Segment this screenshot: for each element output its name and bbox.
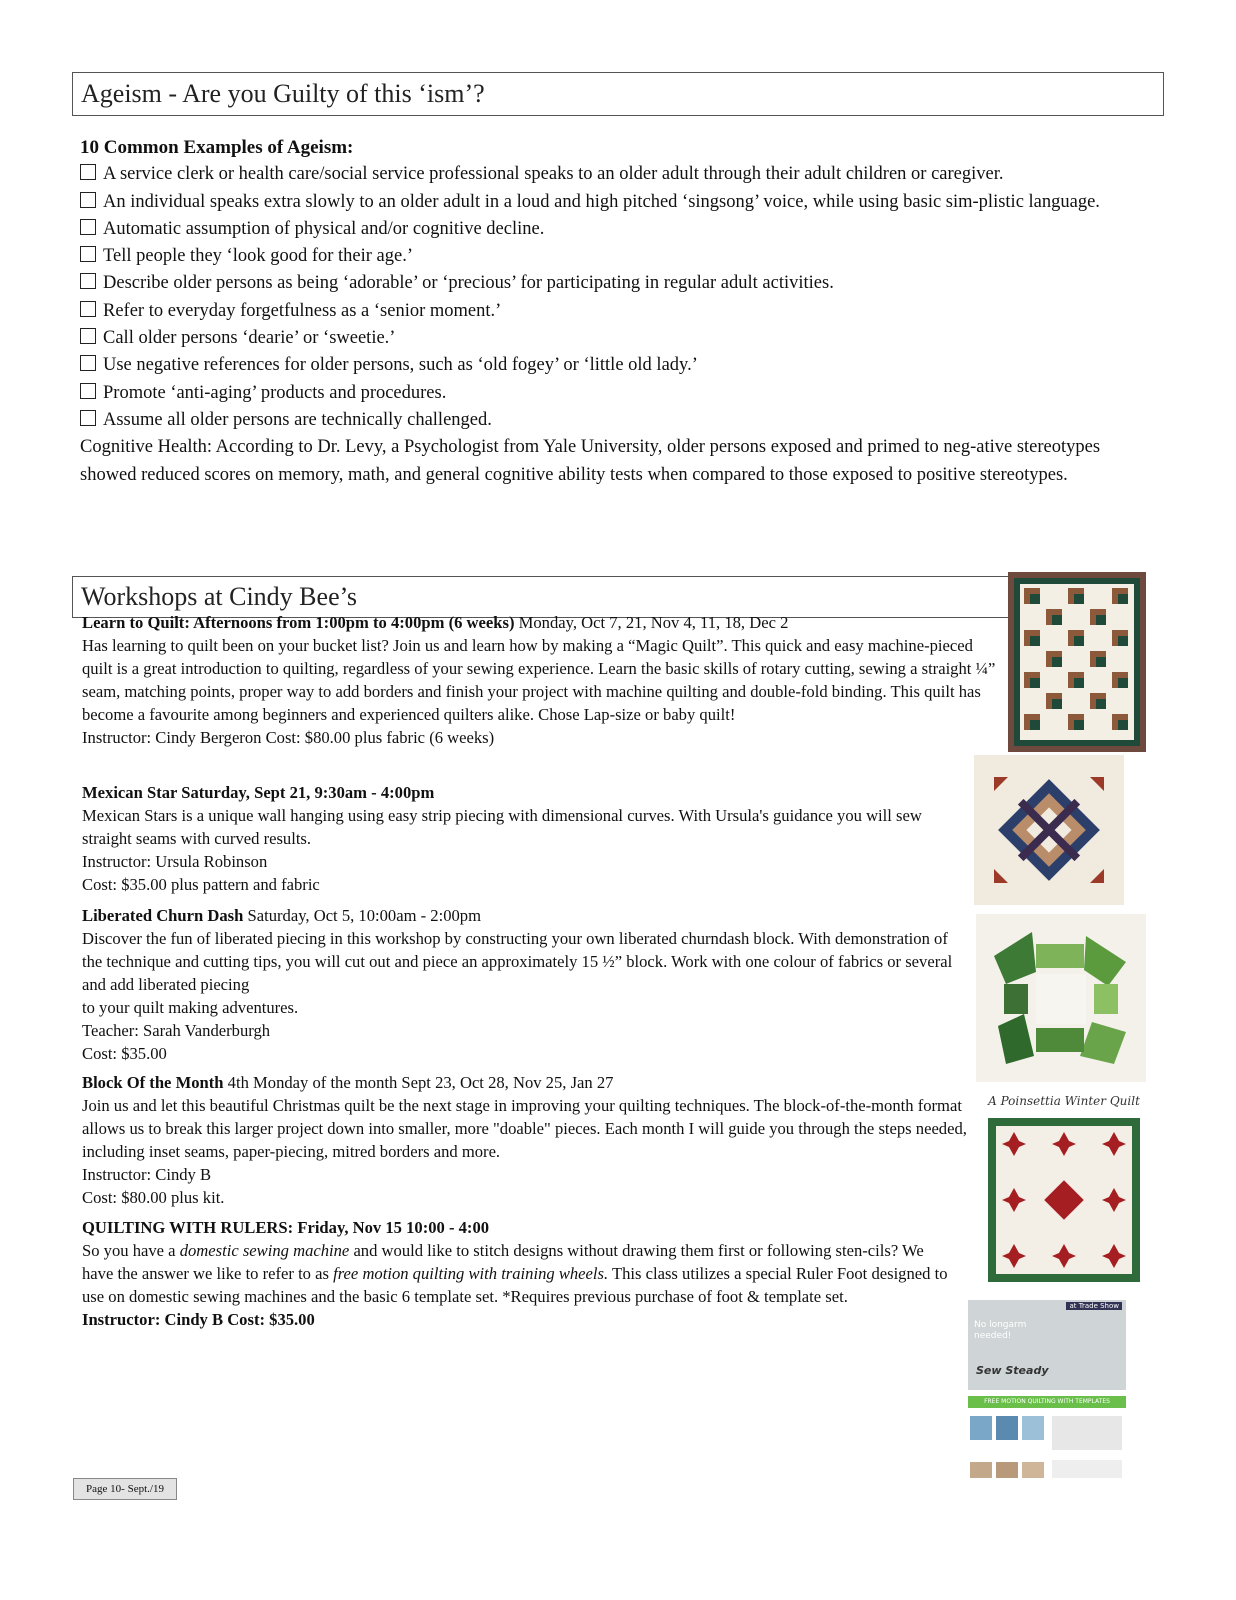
workshop-dates: Monday, Oct 7, 21, Nov 4, 11, 18, Dec 2 (514, 613, 789, 632)
ruler-templates-banner: FREE MOTION QUILTING WITH TEMPLATES (968, 1396, 1126, 1408)
poinsettia-quilt-photo (984, 1090, 1144, 1286)
sew-steady-ruler-photo (968, 1300, 1126, 1484)
checkbox-icon (80, 246, 96, 262)
magic-quilt-photo (1008, 572, 1146, 752)
workshop-liberated-churn-dash (82, 904, 962, 1065)
quilt-square-center (1030, 636, 1040, 646)
quilt-square-center (1096, 657, 1106, 667)
quilt-square-center (1118, 720, 1128, 730)
workshop-dates: Saturday, Oct 5, 10:00am - 2:00pm (243, 906, 482, 925)
ageism-example-item (80, 352, 1160, 379)
ageism-example-item (80, 407, 1160, 434)
ageism-example-text: Call older persons ‘dearie’ or ‘sweetie.’ (103, 328, 396, 349)
ageism-example-item (80, 161, 1160, 188)
workshop-description: So you have a domestic sewing machine and would like to stitch designs without drawing them first or following sten-cils? We have the answer we like to refer to as free motion quilting with training wheels. This class utilizes a special Ruler Foot designed to use on domestic sewing machines and the basic 6 template set. *Requires previous purchase of foot & template set. (82, 1241, 948, 1306)
checkbox-icon (80, 219, 96, 235)
ageism-example-item (80, 243, 1160, 270)
quilt-square-center (1074, 594, 1084, 604)
page-footer: Page 10- Sept./19 (73, 1478, 177, 1500)
workshop-title: QUILTING WITH RULERS: Friday, Nov 15 10:00 - 4:00 (82, 1218, 490, 1237)
workshops-section-title: Workshops at Cindy Bee’s (72, 576, 1040, 618)
ruler-promo-line2: needed! (974, 1331, 1012, 1341)
workshop-block-of-the-month (82, 1071, 982, 1209)
quilt-square-center (1052, 615, 1062, 625)
ageism-example-text: An individual speaks extra slowly to an older adult in a loud and high pitched ‘singsong’ voice, while using basic sim-plistic language. (103, 191, 1100, 212)
ageism-example-text: Assume all older persons are technically challenged. (103, 409, 492, 430)
checkbox-icon (80, 328, 96, 344)
ruler-promo-line1: No longarm (974, 1320, 1027, 1330)
workshop-title: Liberated Churn Dash (82, 906, 244, 925)
quilt-square-center (1118, 594, 1128, 604)
ageism-subheading: 10 Common Examples of Ageism: (80, 137, 354, 158)
ageism-example-item (80, 298, 1160, 325)
ageism-example-item (80, 189, 1160, 216)
mexican-star-quilt-photo (974, 755, 1124, 905)
workshop-learn-to-quilt (82, 611, 1002, 749)
workshop-quilting-with-rulers (82, 1216, 952, 1331)
ageism-example-text: Use negative references for older persons, such as ‘old fogey’ or ‘little old lady.’ (103, 355, 698, 376)
workshop-instructor: Instructor: Ursula Robinson (82, 852, 268, 871)
workshop-description-continued: to your quilt making adventures. (82, 998, 299, 1017)
ageism-example-item (80, 380, 1160, 407)
checkbox-icon (80, 410, 96, 426)
ageism-checklist (80, 161, 1160, 434)
workshop-dates: 4th Monday of the month Sept 23, Oct 28, Nov 25, Jan 27 (223, 1073, 614, 1092)
ageism-example-text: Tell people they ‘look good for their age.’ (103, 246, 414, 267)
ruler-foot-banner (968, 1300, 1126, 1390)
quilt-square-center (1030, 720, 1040, 730)
workshop-instructor: Instructor: Cindy Bergeron Cost: $80.00 plus fabric (6 weeks) (82, 728, 495, 747)
workshop-description: Has learning to quilt been on your bucket list? Join us and learn how by making a “Magic Quilt”. This quick and easy machine-pieced quilt is a great introduction to quilting, regardless of your sewing experience. Learn the basic skills of rotary cutting, sewing a straight ¼” seam, matching points, proper way to add borders and finish your project with machine quilting and double-fold binding. This quilt has become a favourite among beginners and experienced quilters alike. Chose Lap-size or baby quilt! (82, 636, 996, 724)
quilt-square-center (1074, 636, 1084, 646)
workshop-description: Join us and let this beautiful Christmas quilt be the next stage in improving your quilting techniques. The block-of-the-month format allows us to break this larger project down into smaller, more "doable" pieces. Each month I will guide you through the steps needed, including inset seams, paper-piecing, mitred borders and more. (82, 1096, 967, 1161)
checkbox-icon (80, 301, 96, 317)
workshop-description: Mexican Stars is a unique wall hanging using easy strip piecing with dimensional curves. With Ursula's guidance you will sew straight seams with curved results. (82, 806, 922, 848)
ageism-section (80, 134, 1160, 489)
ruler-brand-logo: Sew Steady (976, 1364, 1049, 1377)
quilt-square-center (1118, 678, 1128, 688)
workshop-instructor-cost: Instructor: Cindy B Cost: $35.00 (82, 1310, 315, 1329)
ageism-example-text: Describe older persons as being ‘adorable’ or ‘precious’ for participating in regular adult activities. (103, 273, 834, 294)
workshop-teacher: Teacher: Sarah Vanderburgh (82, 1021, 271, 1040)
workshop-cost: Cost: $35.00 (82, 1044, 167, 1063)
ageism-example-text: Automatic assumption of physical and/or cognitive decline. (103, 218, 545, 239)
quilt-square-center (1074, 720, 1084, 730)
quilt-square-center (1074, 678, 1084, 688)
ruler-tag-text: at Trade Show (1066, 1302, 1122, 1310)
ageism-example-item (80, 270, 1160, 297)
churn-dash-block-photo (976, 914, 1146, 1082)
quilt-square-center (1052, 657, 1062, 667)
quilt-square-center (1096, 615, 1106, 625)
quilt-square-center (1030, 594, 1040, 604)
ageism-example-text: Refer to everyday forgetfulness as a ‘senior moment.’ (103, 300, 502, 321)
quilt-square-center (1096, 699, 1106, 709)
workshop-description: Discover the fun of liberated piecing in this workshop by constructing your own liberated churndash block. With demonstration of the technique and cutting tips, you will cut out and piece an approximately 15 ½” block. Work with one colour of fabrics or several and add liberated piecing (82, 929, 953, 994)
ageism-example-text: Promote ‘anti-aging’ products and procedures. (103, 382, 447, 403)
quilt-square-center (1052, 699, 1062, 709)
quilt-square-center (1118, 636, 1128, 646)
poinsettia-quilt-title: A Poinsettia Winter Quilt (988, 1094, 1140, 1108)
workshop-title: Block Of the Month (82, 1073, 224, 1092)
checkbox-icon (80, 383, 96, 399)
ageism-section-title: Ageism - Are you Guilty of this ‘ism’? (72, 72, 1164, 116)
checkbox-icon (80, 355, 96, 371)
workshop-cost: Cost: $35.00 plus pattern and fabric (82, 875, 320, 894)
workshop-instructor: Instructor: Cindy B (82, 1165, 212, 1184)
cognitive-health-paragraph: Cognitive Health: According to Dr. Levy, a Psychologist from Yale University, older persons exposed and primed to neg-ative stereotypes showed reduced scores on memory, math, and general cognitive ability tests when compared to those exposed to positive stereotypes. (80, 437, 1101, 485)
workshop-title: Mexican Star Saturday, Sept 21, 9:30am - 4:00pm (82, 783, 435, 802)
quilt-square-center (1030, 678, 1040, 688)
ageism-example-item (80, 216, 1160, 243)
checkbox-icon (80, 192, 96, 208)
checkbox-icon (80, 273, 96, 289)
ageism-example-text: A service clerk or health care/social service professional speaks to an older adult through their adult children or caregiver. (103, 164, 1004, 185)
workshop-cost: Cost: $80.00 plus kit. (82, 1188, 225, 1207)
workshop-title: Learn to Quilt: Afternoons from 1:00pm to 4:00pm (6 weeks) (82, 613, 515, 632)
workshop-mexican-star (82, 781, 950, 896)
checkbox-icon (80, 164, 96, 180)
ageism-example-item (80, 325, 1160, 352)
